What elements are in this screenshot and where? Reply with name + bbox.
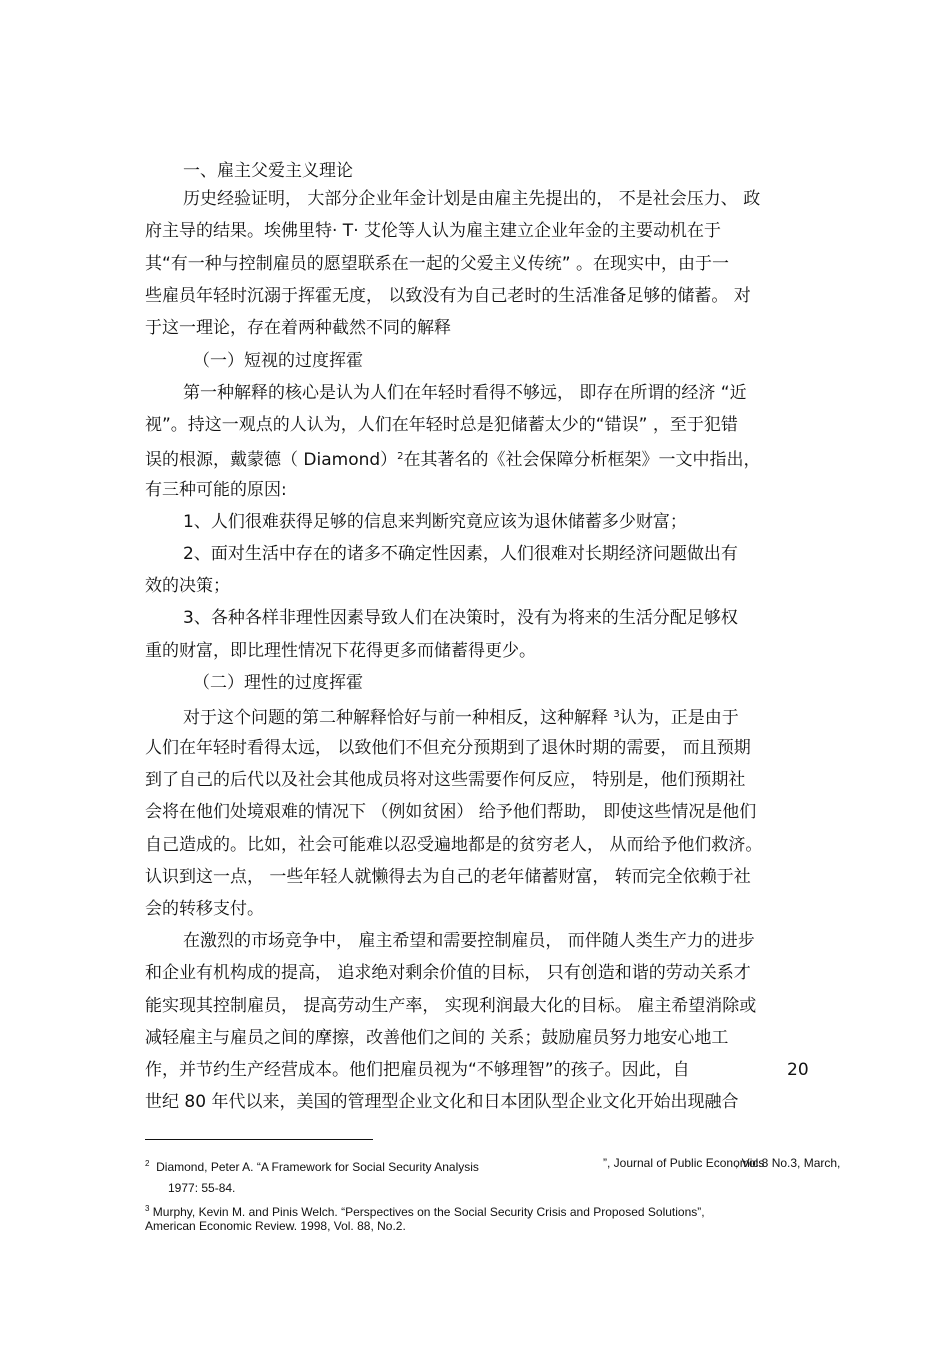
paragraph-line: 于这一理论，存在着两种截然不同的解释 [145,318,451,338]
paragraph-line: 会将在他们处境艰难的情况下 （例如贫困） 给予他们帮助， 即使这些情况是他们 [145,802,757,822]
paragraph-line: 第一种解释的核心是认为人们在年轻时看得不够远， 即存在所谓的经济 “近 [183,383,747,403]
footnote-text: Diamond, Peter A. “A Framework for Social Security Analysis [156,1160,479,1174]
paragraph-line: 其“有一种与控制雇员的愿望联系在一起的父爱主义传统” 。在现实中，由于一 [145,254,730,274]
paragraph-line: 历史经验证明， 大部分企业年金计划是由雇主先提出的， 不是社会压力、 政 [183,189,761,209]
subsection-heading: （二）理性的过度挥霍 [193,673,363,693]
paragraph-line: 和企业有机构成的提高， 追求绝对剩余价值的目标， 只有创造和谐的劳动关系才 [145,963,751,983]
paragraph-line [183,705,739,728]
subsection-heading: （一）短视的过度挥霍 [193,351,363,371]
paragraph-line: 世纪 80 年代以来，美国的管理型企业文化和日本团队型企业文化开始出现融合 [145,1092,739,1112]
text-span: 误的根源，戴蒙德（ Diamond） [145,450,398,470]
paragraph-line: 能实现其控制雇员， 提高劳动生产率， 实现利润最大化的目标。 雇主希望消除或 [145,996,757,1016]
list-item: 2、面对生活中存在的诸多不确定性因素，人们很难对长期经济问题做出有 [183,544,738,564]
paragraph-line [145,447,761,470]
paragraph-line: 在激烈的市场竞争中， 雇主希望和需要控制雇员， 而伴随人类生产力的进步 [183,931,755,951]
section-heading: 一、雇主父爱主义理论 [183,161,353,181]
text-span: 对于这个问题的第二种解释恰好与前一种相反，这种解释 [183,708,614,728]
paragraph-line: 到了自己的后代以及社会其他成员将对这些需要作何反应， 特别是，他们预期社 [145,770,746,790]
paragraph-line: 有三种可能的原因: [145,480,287,500]
footnote-3 [145,1201,705,1220]
footnote-text: 1977: 55-84. [168,1181,236,1195]
footnote-text: ”, Journal of Public Economics [603,1156,765,1170]
text-span: 在其著名的《社会保障分析框架》一文中指出， [403,450,761,470]
paragraph-line: 认识到这一点， 一些年轻人就懒得去为自己的老年储蓄财富， 转而完全依赖于社 [145,867,751,887]
paragraph-line: 视”。持这一观点的人认为，人们在年轻时总是犯储蓄太少的“错误” ，至于犯错 [145,415,738,435]
paragraph-line: 府主导的结果。埃佛里特· T· 艾伦等人认为雇主建立企业年金的主要动机在于 [145,221,721,241]
footnote-text: Murphy, Kevin M. and Pinis Welch. “Perspectives on the Social Security Crisis and Proposed Solutions”, [152,1205,705,1219]
text-span: 认为，正是由于 [619,708,739,728]
paragraph-line: 些雇员年轻时沉溺于挥霍无度， 以致没有为自己老时的生活准备足够的储蓄。 对 [145,286,751,306]
paragraph-line: 效的决策； [145,576,230,596]
paragraph-line: 人们在年轻时看得太远， 以致他们不但充分预期到了退休时期的需要， 而且预期 [145,738,751,758]
footnote-2 [145,1156,479,1175]
paragraph-line: 减轻雇主与雇员之间的摩擦，改善他们之间的 关系；鼓励雇员努力地安心地工 [145,1028,729,1048]
footnote-text: , Vol.8 No.3, March, [735,1156,841,1170]
footnote-ref-3: 3 [613,709,620,720]
footnote-ref-2: 2 [397,451,404,462]
footnote-mark: 3 [145,1204,150,1213]
paragraph-line: 会的转移支付。 [145,899,264,919]
footnote-divider [145,1139,373,1140]
paragraph-line: 作，并节约生产经营成本。他们把雇员视为“不够理智”的孩子。因此，自 [145,1060,690,1080]
paragraph-line: 重的财富，即比理性情况下花得更多而储蓄得更少。 [145,641,536,661]
footnote-mark: 2 [145,1159,150,1168]
list-item: 1、人们很难获得足够的信息来判断究竟应该为退休储蓄多少财富； [183,512,687,532]
paragraph-line: 自己造成的。比如，社会可能难以忍受遍地都是的贫穷老人， 从而给予他们救济。 [145,835,763,855]
list-item: 3、各种各样非理性因素导致人们在决策时，没有为将来的生活分配足够权 [183,608,738,628]
paragraph-line-end: 20 [787,1060,809,1080]
footnote-text: American Economic Review. 1998, Vol. 88, No.2. [145,1219,406,1233]
